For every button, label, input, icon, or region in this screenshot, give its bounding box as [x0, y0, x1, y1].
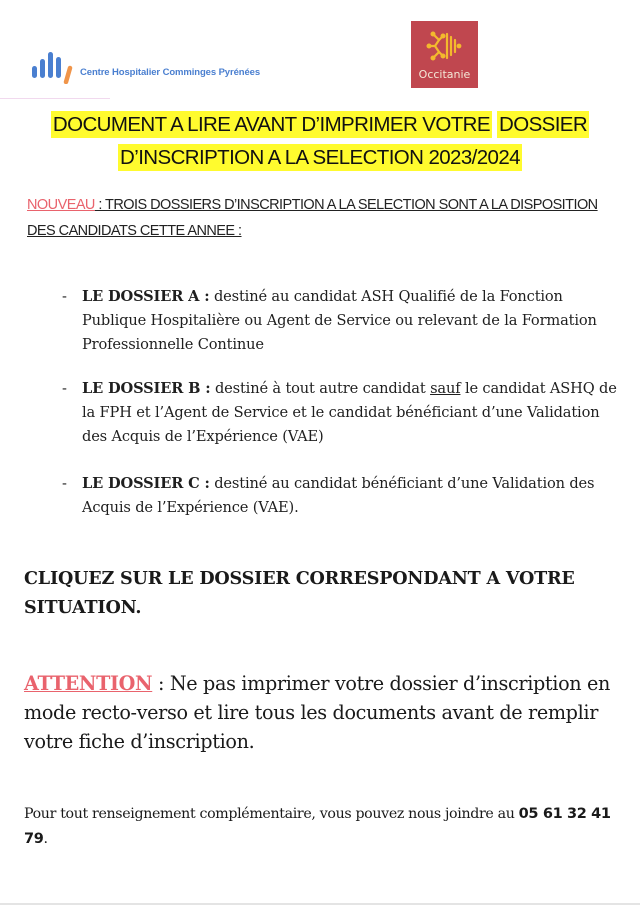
title-part-1: DOCUMENT A LIRE AVANT D’IMPRIMER VOTRE: [52, 113, 490, 136]
scan-artifact: [0, 98, 110, 99]
title-line-2-text: D’INSCRIPTION A LA SELECTION 2023/2024: [120, 146, 520, 169]
new-notice-text: : TROIS DOSSIERS D’INSCRIPTION A LA SELECTION SONT A LA DISPOSITION DES CANDIDATS CETTE ANNEE :: [27, 197, 598, 239]
document-title-line-1: [0, 113, 640, 137]
phone-number: 05 61 32 41 79: [24, 806, 611, 847]
dossier-b-underlined: sauf: [430, 380, 461, 397]
instruction-text: CLIQUEZ SUR LE DOSSIER CORRESPONDANT A VOTRE SITUATION.: [24, 568, 575, 618]
dossier-b-label: LE DOSSIER B :: [82, 380, 211, 397]
contact-text: Pour tout renseignement complémentaire, vous pouvez nous joindre au: [24, 806, 519, 822]
new-notice: [27, 192, 617, 244]
attention-label: ATTENTION: [24, 672, 153, 695]
hospital-logo: [32, 44, 78, 84]
hospital-name: Centre Hospitalier Comminges Pyrénées: [80, 67, 261, 78]
list-dash: -: [62, 380, 67, 397]
list-dash: -: [62, 475, 67, 492]
attention-notice: [24, 669, 624, 756]
hospital-logo-bars-icon: [32, 44, 78, 84]
list-dash: -: [62, 288, 67, 305]
new-label: NOUVEAU: [27, 197, 95, 213]
document-title-line-2: [0, 146, 640, 170]
contact-info: [24, 802, 624, 852]
dossier-c-label: LE DOSSIER C :: [82, 475, 210, 492]
region-logo: [411, 21, 478, 88]
dossier-a-label: LE DOSSIER A :: [82, 288, 210, 305]
dossier-b-text-before: destiné à tout autre candidat: [210, 380, 431, 397]
occitan-cross-icon: [425, 26, 465, 66]
region-name: Occitanie: [418, 68, 471, 81]
attention-text: : Ne pas imprimer votre dossier d’inscription en mode recto-verso et lire tous les documents avant de remplir votre fiche d’inscription.: [24, 672, 611, 753]
title-part-2: DOSSIER: [499, 113, 588, 136]
contact-end: .: [43, 831, 48, 847]
dossier-c-text: destiné au candidat bénéficiant d’une Validation des Acquis de l’Expérience (VAE).: [82, 475, 595, 516]
page-bottom-edge: [0, 903, 640, 905]
dossier-b-text-after: le candidat ASHQ de la FPH et l’Agent de Service et le candidat bénéficiant d’une Validation des Acquis de l’Expérience (VAE): [82, 380, 617, 445]
dossier-a-text: destiné au candidat ASH Qualifié de la Fonction Publique Hospitalière ou Agent de Service ou relevant de la Formation Professionnelle Continue: [82, 288, 597, 353]
